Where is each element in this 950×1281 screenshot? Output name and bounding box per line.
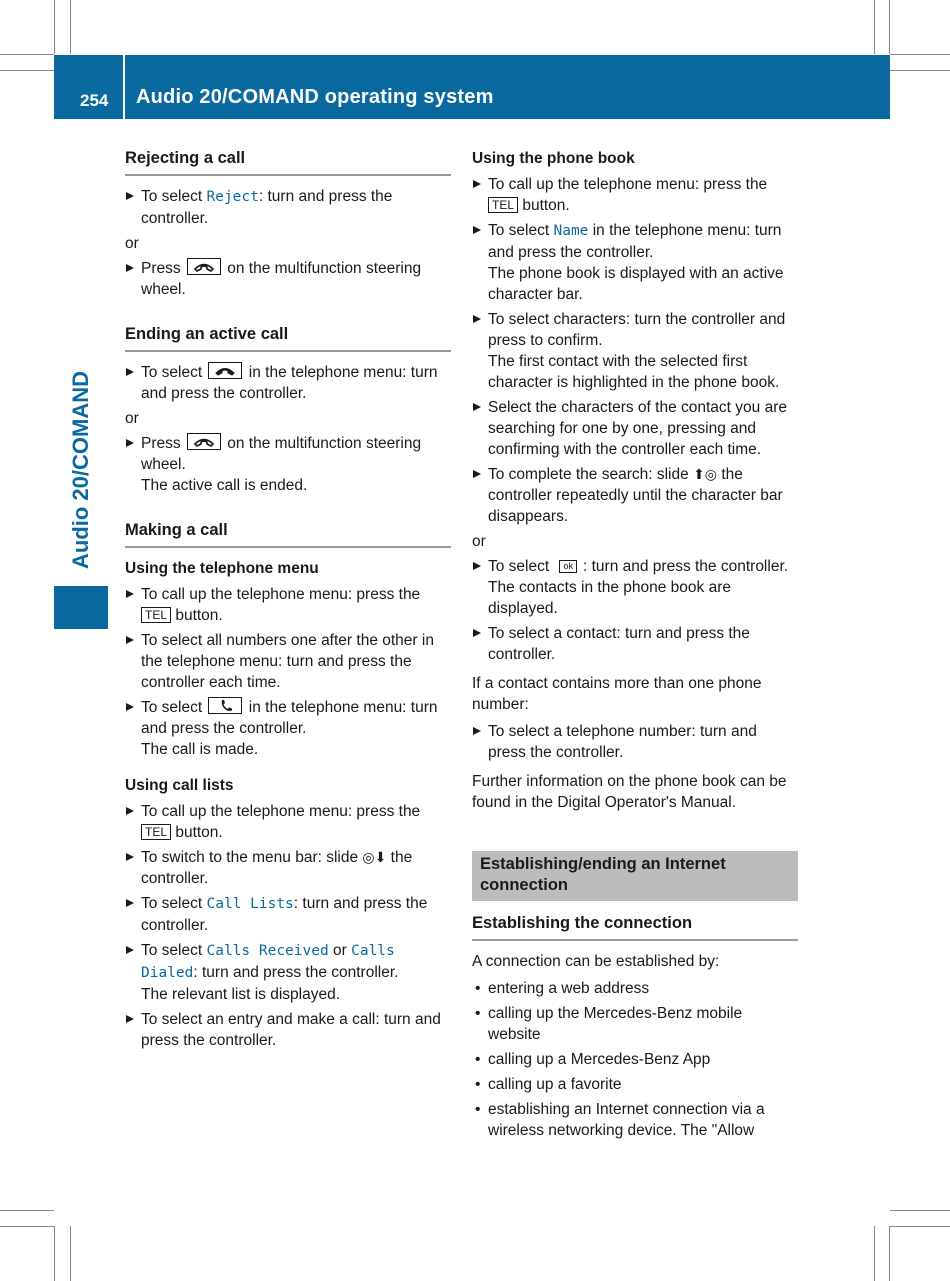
step-text: To call up the telephone menu: press the — [141, 586, 421, 603]
section-heading-making: Making a call — [125, 520, 451, 548]
step-text: button. — [171, 824, 223, 841]
step-text: : turn and press the controller. — [141, 188, 393, 227]
menu-item-name: Name — [553, 223, 589, 239]
step-item: To select a telephone number: turn and press the controller. — [472, 721, 798, 763]
step-text: To select — [141, 364, 207, 381]
crop-mark — [70, 1226, 71, 1281]
tel-key: TEL — [141, 824, 171, 840]
step-text: To call up the telephone menu: press the — [141, 803, 421, 820]
bullet-item: • entering a web address — [472, 978, 798, 999]
step-item — [125, 847, 451, 889]
phone-handset-icon — [208, 697, 242, 714]
step-text: To select — [141, 699, 207, 716]
step-text: : turn and press the controller. — [583, 558, 789, 575]
subheading-phone-book: Using the phone book — [472, 150, 635, 167]
step-text: Press — [141, 435, 185, 452]
page-header-title: Audio 20/COMAND operating system — [136, 86, 494, 108]
step-item — [125, 258, 451, 300]
bullet-item: • establishing an Internet connection via a wireless networking device. The "Allow — [472, 1099, 798, 1141]
step-item — [125, 362, 451, 404]
bullet-item: • calling up the Mercedes-Benz mobile website — [472, 1003, 798, 1045]
bullet-item: • calling up a Mercedes-Benz App — [472, 1049, 798, 1070]
crop-mark — [54, 0, 55, 54]
controller-icon: ◎⬇ — [362, 849, 387, 865]
step-result: The call is made. — [141, 741, 259, 758]
step-text: on the multifunction steering wheel. — [141, 260, 422, 298]
page-number: 254 — [80, 91, 109, 110]
end-call-icon — [187, 433, 221, 450]
crop-mark — [0, 54, 54, 55]
step-item — [125, 433, 451, 496]
or-text: or — [472, 533, 486, 550]
step-result: The contacts in the phone book are displayed. — [488, 579, 731, 617]
paragraph: A connection can be established by: — [472, 953, 720, 970]
crop-mark — [874, 1226, 875, 1281]
controller-icon: ⬆◎ — [693, 466, 718, 482]
step-text: Press — [141, 260, 185, 277]
step-item — [125, 893, 451, 936]
step-text: To call up the telephone menu: press the — [488, 176, 768, 193]
bullet-item: • calling up a favorite — [472, 1074, 798, 1095]
step-text: To select — [488, 558, 554, 575]
step-text: button. — [518, 197, 570, 214]
menu-item-calls-received: Calls Received — [206, 943, 329, 959]
step-item — [125, 186, 451, 229]
step-text: in the telephone menu: turn and press the controller. — [141, 699, 438, 737]
side-tab-marker — [54, 586, 108, 629]
right-column — [472, 148, 798, 1145]
end-call-icon — [208, 362, 242, 379]
tel-key: TEL — [141, 607, 171, 623]
step-item: To select a contact: turn and press the controller. — [472, 623, 798, 665]
crop-mark — [0, 1210, 54, 1211]
side-tab-label: Audio 20/COMAND — [68, 371, 93, 569]
menu-item-reject: Reject — [206, 189, 259, 205]
step-item — [125, 584, 451, 626]
step-text: or — [328, 942, 352, 959]
step-result: The relevant list is displayed. — [141, 986, 341, 1003]
step-item: To select all numbers one after the other in the telephone menu: turn and press the controller each time. — [125, 630, 451, 693]
step-text: To select characters: turn the controller and press to confirm. — [488, 311, 786, 349]
step-item: To select an entry and make a call: turn and press the controller. — [125, 1009, 451, 1051]
step-text: To select — [141, 895, 207, 912]
section-heading-rejecting: Rejecting a call — [125, 148, 451, 176]
header-divider — [123, 55, 125, 119]
crop-mark — [890, 70, 950, 71]
step-text: To switch to the menu bar: slide — [141, 849, 363, 866]
crop-mark — [70, 0, 71, 54]
section-heading-ending: Ending an active call — [125, 324, 451, 352]
step-result: The first contact with the selected first character is highlighted in the phone book. — [488, 353, 780, 391]
step-item — [472, 309, 798, 393]
step-item — [472, 220, 798, 305]
step-text: on the multifunction steering wheel. — [141, 435, 422, 473]
menu-item-call-lists: Call Lists — [206, 896, 294, 912]
crop-mark — [0, 70, 54, 71]
step-text: : turn and press the controller. — [141, 895, 428, 934]
subheading-telephone-menu: Using the telephone menu — [125, 560, 319, 577]
step-item — [125, 697, 451, 760]
step-text: in the telephone menu: turn and press the controller. — [488, 222, 782, 261]
step-item — [125, 801, 451, 843]
crop-mark — [890, 1210, 950, 1211]
menu-item-calls-dialed: Calls Dialed — [141, 943, 395, 981]
step-text: To select — [141, 188, 207, 205]
or-text: or — [125, 235, 139, 252]
step-item — [472, 556, 798, 619]
crop-mark — [0, 1226, 54, 1227]
step-result: The phone book is displayed with an active character bar. — [488, 265, 784, 303]
section-heading-establishing: Establishing the connection — [472, 913, 798, 941]
step-text: : turn and press the controller. — [193, 964, 399, 981]
step-text: To select — [141, 942, 207, 959]
crop-mark — [54, 1226, 55, 1281]
paragraph: If a contact contains more than one phone number: — [472, 675, 762, 713]
ok-key: ok — [559, 560, 577, 573]
step-text: To complete the search: slide — [488, 466, 694, 483]
step-item — [472, 174, 798, 216]
step-text: button. — [171, 607, 223, 624]
crop-mark — [890, 1226, 950, 1227]
step-result: The active call is ended. — [141, 477, 308, 494]
step-item — [472, 464, 798, 527]
crop-mark — [889, 0, 890, 54]
crop-mark — [874, 0, 875, 54]
left-column — [125, 148, 451, 1055]
paragraph: Further information on the phone book can be found in the Digital Operator's Manual. — [472, 773, 787, 811]
or-text: or — [125, 410, 139, 427]
step-item — [125, 940, 451, 1005]
step-item: Select the characters of the contact you are searching for one by one, pressing and confirming with the controller each time. — [472, 397, 798, 460]
crop-mark — [890, 54, 950, 55]
subheading-call-lists: Using call lists — [125, 777, 234, 794]
step-text: To select — [488, 222, 554, 239]
step-text: the controller repeatedly until the character bar disappears. — [488, 466, 783, 525]
step-text: the controller. — [141, 849, 413, 887]
tel-key: TEL — [488, 197, 518, 213]
step-text: in the telephone menu: turn and press the controller. — [141, 364, 438, 402]
end-call-icon — [187, 258, 221, 275]
crop-mark — [889, 1226, 890, 1281]
section-box-internet: Establishing/ending an Internet connection — [472, 851, 798, 901]
